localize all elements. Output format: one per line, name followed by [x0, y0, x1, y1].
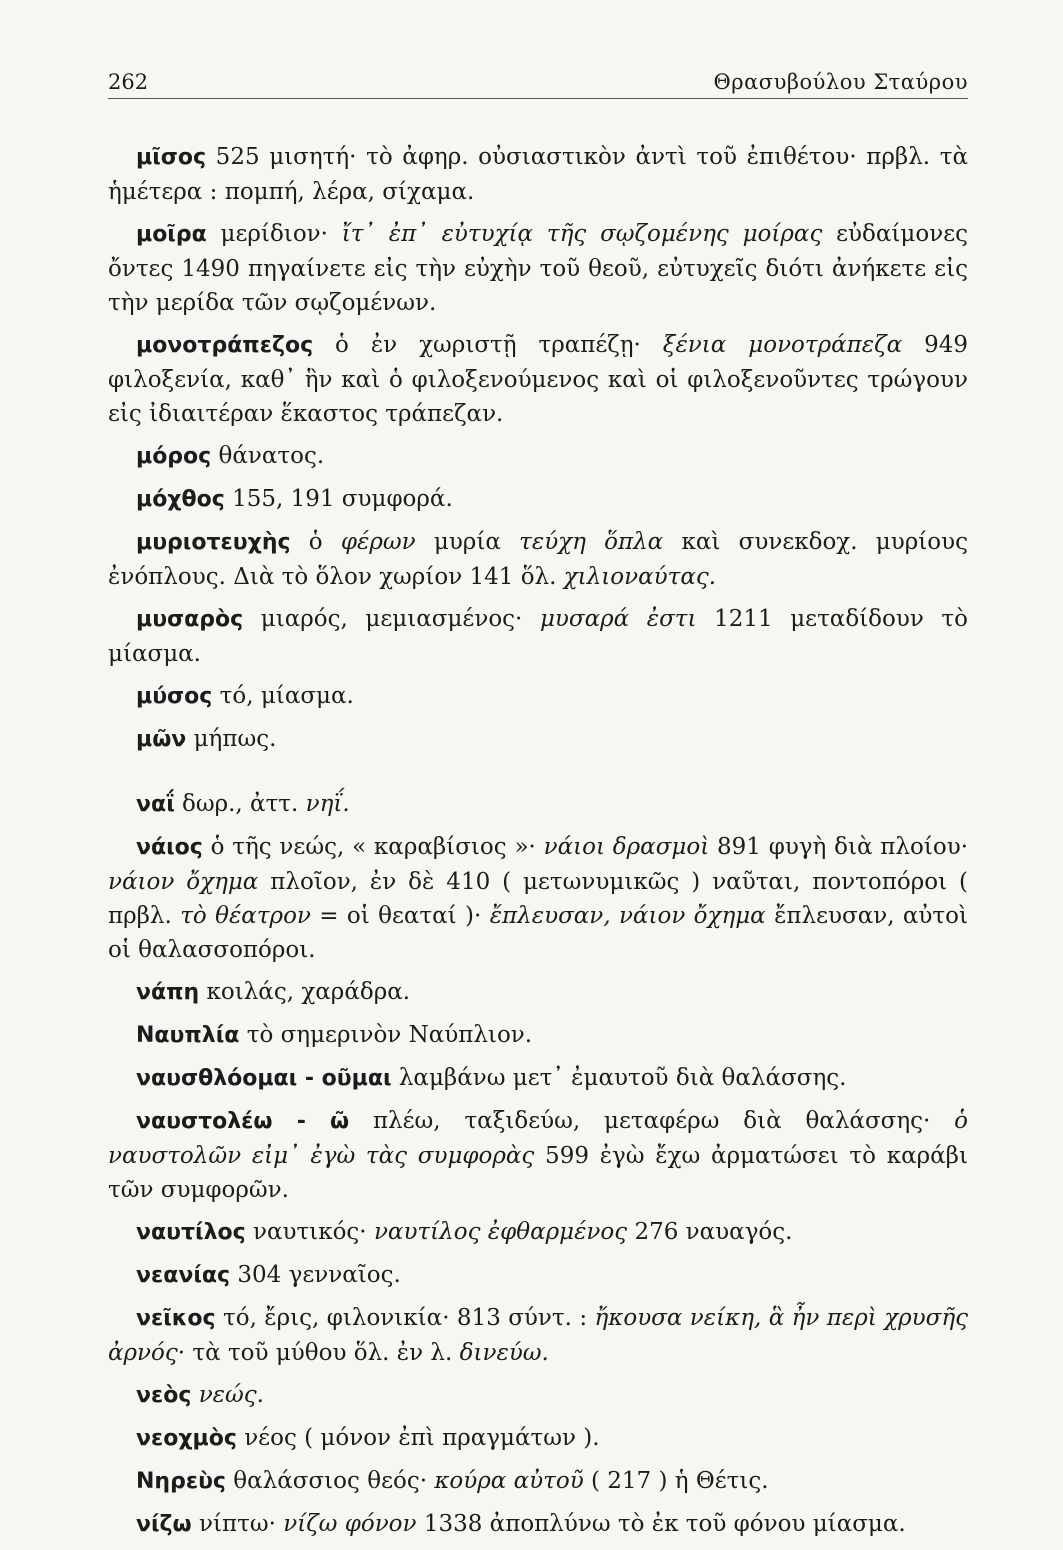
- quoted-phrase: νηΐ.: [305, 791, 350, 817]
- quoted-phrase: ἤκουσα νείκη, ἃ ἦν περὶ χρυσῆς ἀρνός·: [108, 1305, 969, 1366]
- definition-text: πλοῖον, ἐν δὲ 410 ( μετωνυμικῶς ) ναῦται, ποντοπόροι ( πρβλ.: [108, 869, 968, 929]
- quoted-phrase: νίζω φόνον: [283, 1511, 417, 1537]
- quoted-phrase: φέρων: [340, 529, 416, 555]
- headword: μῶν: [136, 727, 187, 752]
- glossary-body: [108, 140, 968, 1550]
- quoted-phrase: τὸ θέατρον: [180, 903, 311, 929]
- definition-text: [191, 1382, 198, 1408]
- headword: νάιος: [136, 835, 203, 860]
- definition-text: 949 φιλοξενία, καθ᾿ ἣν καὶ ὁ φιλοξενούμενος καὶ οἱ φιλοξενοῦντες τρώγουν εἰς ἰδιαιτέραν ἕκαστος τράπεζαν.: [108, 332, 968, 427]
- definition-text: ὁ ἐν χωριστῇ τραπέζῃ·: [313, 332, 663, 358]
- quoted-phrase: ξένια μονοτράπεζα: [662, 332, 903, 358]
- glossary-entry: [108, 975, 968, 1010]
- definition-text: δωρ., ἀττ.: [174, 791, 306, 817]
- headword: νεανίας: [136, 1263, 231, 1288]
- glossary-entry: [108, 602, 968, 671]
- page-header: [108, 62, 968, 99]
- definition-text: θαλάσσιος θεός·: [225, 1468, 435, 1494]
- headword: μόρος: [136, 444, 212, 469]
- headword: νίζω: [136, 1512, 192, 1537]
- headword: ναυστολέω - ῶ: [136, 1109, 350, 1134]
- quoted-phrase: κούρα αὐτοῦ: [434, 1468, 584, 1494]
- definition-text: 599 ἐγὼ ἔχω ἀρματώσει τὸ καράβι τῶν συμφορῶν.: [108, 1143, 968, 1203]
- definition-text: νέος ( μόνον ἐπὶ πραγμάτων ).: [236, 1425, 600, 1451]
- definition-text: θάνατος.: [211, 443, 325, 469]
- definition-text: τὰ τοῦ μύθου ὅλ. ἐν λ.: [185, 1340, 460, 1366]
- glossary-entry: [108, 140, 968, 209]
- definition-text: = οἱ θεαταί )·: [310, 903, 490, 929]
- definition-text: καὶ συνεκδοχ. μυρίους ἐνόπλους. Διὰ τὸ ὅλον χωρίον 141 ὅλ.: [108, 529, 968, 590]
- glossary-entry: [108, 217, 968, 320]
- section-gap: [108, 765, 968, 787]
- headword: μοῖρα: [136, 222, 207, 247]
- definition-text: νίπτω·: [191, 1511, 284, 1537]
- glossary-entry: [108, 1507, 968, 1542]
- quoted-phrase: νάιοι δρασμοὶ: [543, 834, 710, 860]
- glossary-entry: [108, 439, 968, 474]
- definition-text: κοιλάς, χαράδρα.: [199, 979, 411, 1005]
- headword: νεῖκος: [136, 1306, 216, 1331]
- definition-text: ἔπλευσαν, αὐτοὶ οἱ θαλασσοπόροι.: [108, 903, 968, 963]
- headword: Ναυπλία: [136, 1023, 240, 1048]
- headword: μονοτράπεζος: [136, 333, 314, 358]
- headword: ναΐ: [136, 792, 175, 817]
- headword: μόχθος: [136, 487, 225, 512]
- quoted-phrase: ἔπλευσαν, νάιον ὄχημα: [489, 903, 766, 929]
- definition-text: μυρία: [415, 529, 520, 555]
- quoted-phrase: νεώς.: [198, 1382, 264, 1408]
- glossary-entry: [108, 1018, 968, 1053]
- quoted-phrase: μυσαρά ἐστι: [539, 606, 697, 632]
- headword: νάπη: [136, 980, 200, 1005]
- quoted-phrase: δινεύω.: [459, 1340, 549, 1366]
- headword: νεὸς: [136, 1383, 192, 1408]
- definition-text: ὁ: [290, 529, 341, 555]
- glossary-entry: [108, 328, 968, 431]
- quoted-phrase: χιλιοναύτας.: [563, 564, 717, 590]
- glossary-entry: [108, 1215, 968, 1250]
- glossary-entry: [108, 1258, 968, 1293]
- definition-text: μερίδιον·: [206, 221, 342, 247]
- definition-text: 1338 ἀποπλύνω τὸ ἐκ τοῦ φόνου μίασμα.: [416, 1511, 906, 1537]
- definition-text: τό, μίασμα.: [212, 683, 354, 709]
- quoted-phrase: ναυτίλος ἐφθαρμένος: [373, 1219, 628, 1245]
- headword: μῖσος: [136, 145, 207, 170]
- headword: μυριοτευχὴς: [136, 530, 291, 555]
- definition-text: 1211 μεταδίδουν τὸ μίασμα.: [108, 606, 968, 667]
- glossary-entry: [108, 679, 968, 714]
- headword: μυσαρὸς: [136, 607, 244, 632]
- quoted-phrase: ὁ ναυστολῶν εἰμ᾿ ἐγὼ τὰς συμφορὰς: [108, 1108, 968, 1169]
- definition-text: πλέω, ταξιδεύω, μεταφέρω διὰ θαλάσσης·: [349, 1108, 955, 1134]
- glossary-entry: [108, 1378, 968, 1413]
- quoted-phrase: νάιον ὄχημα: [108, 869, 259, 895]
- quoted-phrase: τεύχη ὅπλα: [519, 529, 664, 555]
- definition-text: λαμβάνω μετ᾿ ἐμαυτοῦ διὰ θαλάσσης.: [391, 1065, 847, 1091]
- definition-text: ναυτικός·: [245, 1219, 374, 1245]
- glossary-entry: [108, 1061, 968, 1096]
- definition-text: 304 γενναῖος.: [230, 1262, 401, 1288]
- glossary-entry: [108, 525, 968, 594]
- glossary-entry: [108, 1464, 968, 1499]
- headword: ναυσθλόομαι - οῦμαι: [136, 1066, 392, 1091]
- definition-text: μιαρός, μεμιασμένος·: [243, 606, 540, 632]
- glossary-entry: [108, 482, 968, 517]
- definition-text: 276 ναυαγός.: [627, 1219, 793, 1245]
- definition-text: 155, 191 συμφορά.: [224, 486, 453, 512]
- definition-text: ( 217 ) ἡ Θέτις.: [583, 1468, 769, 1494]
- glossary-entry: [108, 1104, 968, 1207]
- glossary-entry: [108, 787, 968, 822]
- glossary-entry: [108, 722, 968, 757]
- headword: νεοχμὸς: [136, 1426, 237, 1451]
- headword: ναυτίλος: [136, 1220, 246, 1245]
- glossary-entry: [108, 1421, 968, 1456]
- glossary-entry: [108, 1301, 968, 1370]
- running-title: Θρασυβούλου Σταύρου: [713, 70, 968, 94]
- headword: Νηρεὺς: [136, 1469, 226, 1494]
- definition-text: 891 φυγὴ διὰ πλοίου·: [709, 834, 969, 860]
- page-number: 262: [108, 70, 149, 94]
- definition-text: εὐδαίμονες ὄντες 1490 πηγαίνετε εἰς τὴν εὐχὴν τοῦ θεοῦ, εὐτυχεῖς διότι ἀνήκετε εἰς τὴν μερίδα τῶν σῳζομένων.: [108, 221, 968, 316]
- headword: μύσος: [136, 684, 213, 709]
- definition-text: τό, ἔρις, φιλονικία· 813 σύντ. :: [215, 1305, 595, 1331]
- definition-text: τὸ σημερινὸν Ναύπλιον.: [239, 1022, 533, 1048]
- definition-text: ὁ τῆς νεώς, « καραβίσιος »·: [202, 834, 544, 860]
- quoted-phrase: ἴτ᾿ ἐπ᾿ εὐτυχίᾳ τῆς σῳζομένης μοίρας: [341, 221, 823, 247]
- glossary-entry: [108, 830, 968, 967]
- definition-text: 525 μισητή· τὸ ἀφηρ. οὐσιαστικὸν ἀντὶ τοῦ ἐπιθέτου· πρβλ. τὰ ἡμέτερα : πομπή, λέρα, σίχαμα.: [108, 144, 968, 205]
- definition-text: μήπως.: [186, 726, 277, 752]
